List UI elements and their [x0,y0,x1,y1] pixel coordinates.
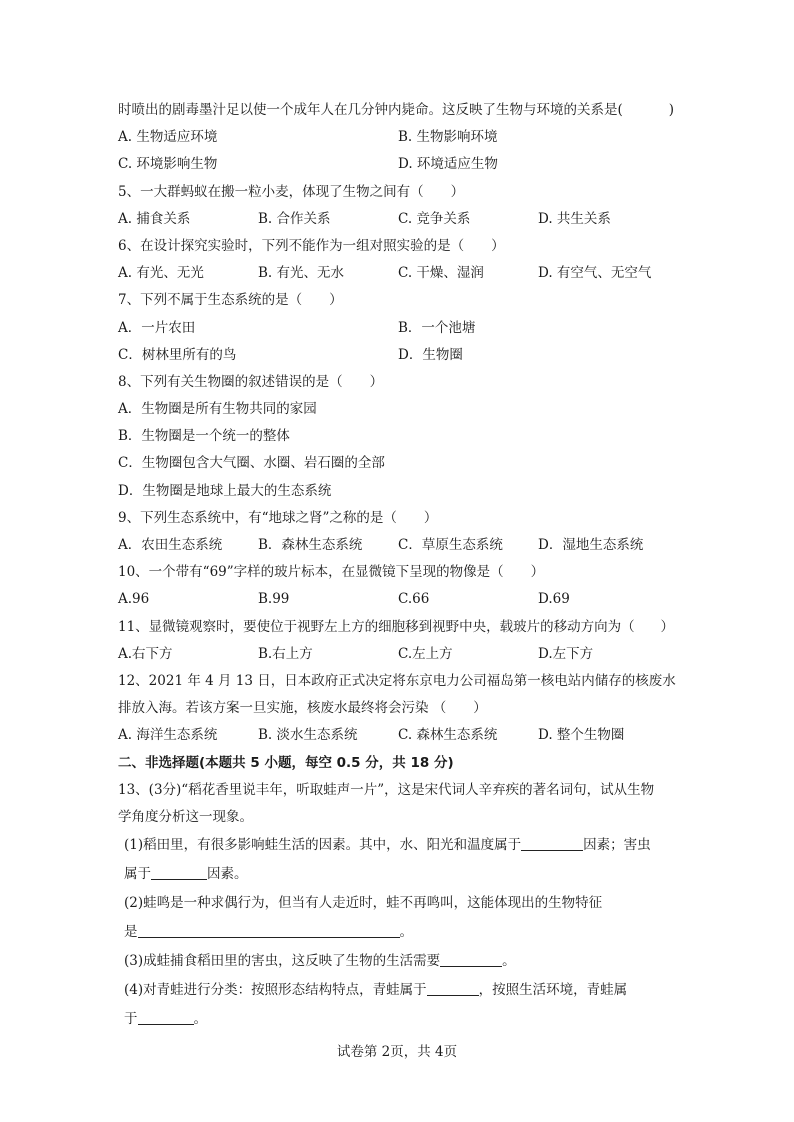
q13-blank-5[interactable] [427,981,479,996]
q10-stem: 10、一个带有“69”字样的玻片标本，在显微镜下呈现的物像是（ ） [118,564,545,581]
q4-paren: ) [668,102,674,118]
q10-options [118,586,678,613]
q6-option-a: A. 有光、无光 [118,265,204,282]
q12-stem-line2: 排放入海。若该方案一旦实施，核废水最终将会污染 （ ） [118,700,487,717]
q11-paren: ） [660,618,674,635]
q9-option-c: C．草原生态系统 [398,537,503,553]
q12-option-b: B. 淡水生态系统 [258,727,358,744]
q13-p2-text-c: 。 [399,924,413,941]
q6-options [118,260,678,287]
q13-part4-line1 [118,976,678,1005]
q7-option-c: C．树林里所有的鸟 [118,346,237,363]
q13-part4-line2 [118,1005,678,1034]
q6-stem: 6、在设计探究实验时，下列不能作为一组对照实验的是（ ） [118,237,505,254]
q13-p2-text-b: 是 [124,924,138,941]
q7-option-b: B．一个池塘 [398,319,476,336]
q13-p3-text-a: (3)成蛙捕食稻田里的害虫，这反映了生物的生活需要 [124,953,441,970]
q5-option-d: D. 共生关系 [538,210,611,227]
q12-stem-line1: 12、2021 年 4 月 13 日，日本政府正式决定将东京电力公司福岛第一核电站内储存的核废水 [118,672,676,689]
q8-option-d: D．生物圈是地球上最大的生态系统 [118,482,332,499]
q6-option-b: B. 有光、无水 [258,265,345,282]
q13-p2-text-a: (2)蛙鸣是一种求偶行为，但当有人走近时，蛙不再鸣叫，这能体现出的生物特征 [124,895,603,912]
q7-options-row1 [118,315,678,342]
q13-part1-line2 [118,860,678,889]
page-footer: 试卷第 2页，共 4页 [336,1044,458,1060]
q13-p3-text-b: 。 [502,953,516,970]
q13-p1-text-d: 因素。 [207,866,248,883]
q4-options-row2 [118,151,678,178]
q5-option-a: A. 捕食关系 [118,210,191,227]
q11-option-c: C.左上方 [398,645,453,662]
q4-stem [118,97,678,124]
q4-option-a: A. 生物适应环境 [118,129,218,146]
q10-option-a: A.96 [118,591,150,608]
q6-option-c: C. 干燥、湿润 [398,265,484,282]
q10-option-b: B.99 [258,591,290,608]
q10-option-c: C.66 [398,591,430,608]
q13-blank-4[interactable] [440,952,502,967]
q8-option-b: B．生物圈是一个统一的整体 [118,428,290,445]
q12-option-d: D. 整个生物圈 [538,727,625,744]
q13-blank-3[interactable] [138,923,400,938]
q12-options [118,722,678,749]
q5-options [118,206,678,233]
q9-options [118,532,678,559]
q4-option-c: C. 环境影响生物 [118,156,218,173]
exam-page [118,97,678,1034]
q13-part2-line1 [118,889,678,918]
q13-p1-text-c: 属于 [124,866,151,883]
q7-stem: 7、下列不属于生态系统的是（ ） [118,292,343,309]
q13-p4-text-c: 于 [124,1011,138,1028]
q11-stem-text: 11、显微镜观察时，要使位于视野左上方的细胞移到视野中央，载玻片的移动方向为（ [118,618,635,635]
q13-p4-text-a: (4)对青蛙进行分类：按照形态结构特点，青蛙属于 [124,982,427,999]
q7-option-a: A．一片农田 [118,319,196,336]
q13-blank-6[interactable] [138,1010,194,1025]
q10-option-d: D.69 [538,591,570,608]
q13-part2-line2 [118,918,678,947]
q11-option-d: D.左下方 [538,645,594,662]
q7-option-d: D．生物圈 [398,346,463,363]
q13-stem-line2: 学角度分析这一现象。 [118,808,253,825]
q8-option-a: A．生物圈是所有生物共同的家园 [118,401,317,418]
q13-part3 [118,947,678,976]
q12-option-c: C. 森林生态系统 [398,727,498,744]
q6-option-d: D. 有空气、无空气 [538,265,652,282]
q11-option-b: B.右上方 [258,645,313,662]
q9-option-d: D．湿地生态系统 [538,537,644,553]
q5-option-c: C. 竞争关系 [398,210,471,227]
q13-p1-text-a: (1)稻田里，有很多影响蛙生活的因素。其中，水、阳光和温度属于 [124,837,522,854]
q7-options-row2 [118,342,678,369]
q4-option-d: D. 环境适应生物 [398,156,498,173]
q13-blank-1[interactable] [521,836,583,851]
q5-stem: 5、一大群蚂蚁在搬一粒小麦，体现了生物之间有（ ） [118,183,465,200]
q4-options-row1 [118,124,678,151]
q4-stem-text: 时喷出的剧毒墨汁足以使一个成年人在几分钟内毙命。这反映了生物与环境的关系是( [118,102,623,118]
q12-option-a: A. 海洋生态系统 [118,727,218,744]
section2-heading: 二、非选择题(本题共 5 小题，每空 0.5 分，共 18 分) [118,754,454,771]
q13-part1-line1 [118,831,678,860]
q11-stem [118,614,678,641]
q13-stem-line1: 13、(3分)“稻花香里说丰年，听取蛙声一片”，这是宋代词人辛弃疾的著名词句，试从生物 [118,781,655,798]
q5-option-b: B. 合作关系 [258,210,331,227]
q8-option-c: C．生物圈包含大气圈、水圈、岩石圈的全部 [118,455,385,472]
q13-p4-text-b: ，按照生活环境，青蛙属 [478,982,628,999]
q9-option-a: A．农田生态系统 [118,537,223,553]
q4-option-b: B. 生物影响环境 [398,129,498,146]
q11-option-a: A.右下方 [118,645,173,662]
q13-blank-2[interactable] [151,865,207,880]
q13-p1-text-b: 因素；害虫 [583,837,651,854]
q13-p4-text-d: 。 [193,1011,207,1028]
q9-stem: 9、下列生态系统中，有“地球之肾”之称的是（ ） [118,509,438,526]
q11-options [118,641,678,668]
q8-stem: 8、下列有关生物圈的叙述错误的是（ ） [118,373,384,390]
q9-option-b: B．森林生态系统 [258,537,363,553]
